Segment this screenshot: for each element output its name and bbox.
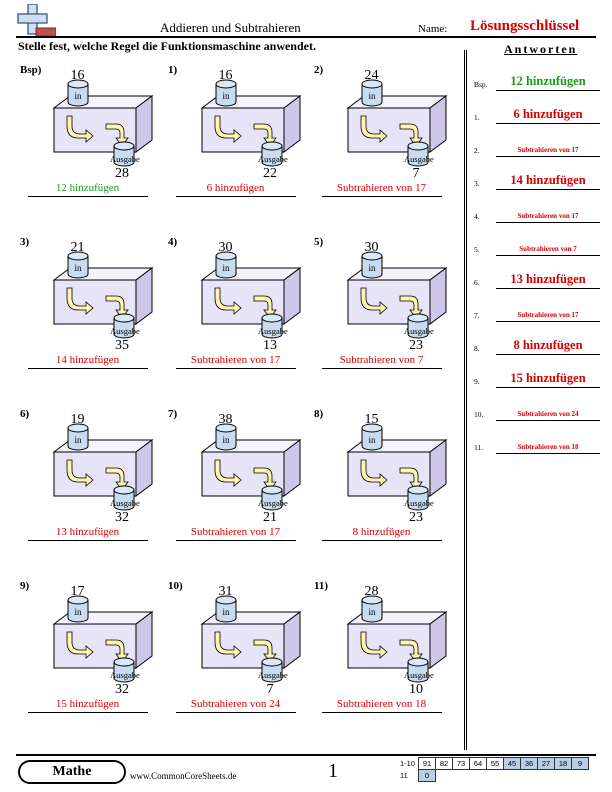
input-value: 16 — [70, 68, 85, 83]
answer-key-value: Subtrahieren von 17 — [517, 311, 579, 319]
answer-key-number: 11. — [474, 443, 484, 452]
answer-key-line — [496, 90, 600, 91]
output-value: 23 — [409, 338, 423, 353]
input-value: 30 — [218, 240, 233, 255]
problem-0 — [20, 64, 160, 214]
input-value: 31 — [218, 584, 233, 599]
answer-key-row — [474, 107, 602, 129]
problem-label: 10) — [168, 580, 183, 592]
out-label: Ausgabe — [404, 498, 434, 508]
problem-label: 9) — [20, 580, 30, 592]
in-label: in — [74, 91, 82, 101]
out-label: Ausgabe — [110, 670, 140, 680]
out-label: Ausgabe — [258, 326, 288, 336]
score-row-label: 1-10 — [400, 759, 416, 768]
plus-minus-logo-icon — [16, 4, 56, 38]
output-value: 28 — [115, 166, 129, 181]
output-value: 23 — [409, 510, 423, 525]
score-cell: 64 — [470, 758, 487, 770]
answer-key-number: Bsp. — [474, 80, 488, 89]
answer-key-line — [496, 222, 600, 223]
input-value: 28 — [364, 584, 379, 599]
in-label: in — [74, 607, 82, 617]
output-value: 7 — [412, 166, 420, 181]
out-label: Ausgabe — [110, 498, 140, 508]
answer-key-line — [496, 354, 600, 355]
score-cell: 9 — [572, 758, 589, 770]
out-label: Ausgabe — [258, 154, 288, 164]
answer-text: Subtrahieren von 17 — [336, 182, 427, 194]
answer-line — [28, 368, 148, 369]
out-label: Ausgabe — [258, 498, 288, 508]
problem-5 — [314, 236, 454, 386]
problem-2 — [314, 64, 454, 214]
output-value: 21 — [263, 510, 277, 525]
score-cell: 91 — [419, 758, 436, 770]
answer-line — [28, 196, 148, 197]
answer-key-line — [496, 156, 600, 157]
problem-7 — [168, 408, 308, 558]
instruction-text: Stelle fest, welche Regel die Funktionsmaschine anwendet. — [18, 39, 316, 53]
page-title: Addieren und Subtrahieren — [160, 20, 301, 35]
input-value: 17 — [70, 584, 85, 599]
answer-key-row — [474, 272, 602, 294]
input-value: 15 — [364, 412, 379, 427]
website-text: www.CommonCoreSheets.de — [130, 771, 237, 781]
score-cell: 45 — [504, 758, 521, 770]
answer-key-row — [474, 305, 602, 327]
answer-key-number: 9. — [474, 377, 480, 386]
answer-line — [176, 712, 296, 713]
answer-key-row — [474, 140, 602, 162]
problem-8 — [314, 408, 454, 558]
answer-key-row — [474, 239, 602, 261]
input-value: 30 — [364, 240, 379, 255]
out-label: Ausgabe — [110, 154, 140, 164]
answer-text: 14 hinzufügen — [55, 354, 120, 366]
problem-label: 1) — [168, 64, 178, 76]
out-label: Ausgabe — [404, 326, 434, 336]
answer-key-row — [474, 206, 602, 228]
input-value: 19 — [70, 412, 85, 427]
output-value: 13 — [263, 338, 277, 353]
answer-line — [28, 540, 148, 541]
answer-line — [322, 540, 442, 541]
answer-text: Subtrahieren von 17 — [190, 354, 281, 366]
answer-key-value: Subtrahieren von 17 — [517, 146, 579, 154]
answer-key-number: 1. — [474, 113, 480, 122]
subject-badge: Mathe — [18, 760, 126, 784]
answer-key-row — [474, 437, 602, 459]
answer-key-row — [474, 404, 602, 426]
answer-text: Subtrahieren von 18 — [336, 698, 427, 710]
answer-key-line — [496, 288, 600, 289]
answer-key-row — [474, 74, 602, 96]
answer-key-value: Subtrahieren von 18 — [517, 443, 579, 451]
score-cell: 36 — [521, 758, 538, 770]
answer-text: 12 hinzufügen — [55, 182, 120, 194]
answer-key-row — [474, 338, 602, 360]
answer-key-value: 13 hinzufügen — [510, 272, 586, 286]
answer-key-value: 14 hinzufügen — [510, 173, 586, 187]
in-label: in — [222, 263, 230, 273]
problem-4 — [168, 236, 308, 386]
input-value: 21 — [70, 240, 85, 255]
in-label: in — [222, 91, 230, 101]
answer-key-value: 15 hinzufügen — [510, 371, 586, 385]
problem-label: 6) — [20, 408, 30, 420]
answer-key-number: 2. — [474, 146, 480, 155]
out-label: Ausgabe — [404, 154, 434, 164]
answer-column-divider — [464, 50, 467, 750]
problem-label: 8) — [314, 408, 324, 420]
header-rule — [16, 36, 596, 38]
score-table — [398, 757, 589, 782]
answer-key-number: 4. — [474, 212, 480, 221]
problem-label: 7) — [168, 408, 178, 420]
output-value: 32 — [115, 510, 129, 525]
answer-key-number: 10. — [474, 410, 484, 419]
score-row-label: 11 — [400, 771, 408, 780]
answer-key-number: 5. — [474, 245, 480, 254]
in-label: in — [222, 435, 230, 445]
answer-key-number: 7. — [474, 311, 480, 320]
answer-key-line — [496, 387, 600, 388]
answer-text: 6 hinzufügen — [206, 182, 265, 194]
answer-key-title: Lösungsschlüssel — [470, 18, 580, 34]
in-label: in — [368, 607, 376, 617]
answer-key-value: 12 hinzufügen — [510, 74, 586, 88]
in-label: in — [368, 263, 376, 273]
problem-1 — [168, 64, 308, 214]
answer-line — [322, 712, 442, 713]
in-label: in — [222, 607, 230, 617]
answer-key-value: Subtrahieren von 7 — [519, 245, 577, 253]
answer-key-value: 6 hinzufügen — [513, 107, 583, 121]
answer-key-value: Subtrahieren von 17 — [517, 212, 579, 220]
score-cell: 82 — [436, 758, 453, 770]
in-label: in — [74, 263, 82, 273]
problem-label: 4) — [168, 236, 178, 248]
problem-label: 2) — [314, 64, 324, 76]
answer-key-line — [496, 189, 600, 190]
answer-key-number: 6. — [474, 278, 480, 287]
in-label: in — [74, 435, 82, 445]
name-label: Name: — [418, 23, 448, 35]
answer-key-number: 8. — [474, 344, 480, 353]
problem-10 — [168, 580, 308, 730]
answer-key-line — [496, 453, 600, 454]
answer-line — [176, 196, 296, 197]
problem-label: 5) — [314, 236, 324, 248]
in-label: in — [368, 91, 376, 101]
answer-line — [322, 196, 442, 197]
answer-text: Subtrahieren von 24 — [190, 698, 281, 710]
score-cell: 0 — [419, 770, 436, 782]
problem-label: 11) — [314, 580, 329, 592]
input-value: 38 — [218, 412, 233, 427]
problem-label: 3) — [20, 236, 30, 248]
out-label: Ausgabe — [258, 670, 288, 680]
answer-text: 15 hinzufügen — [55, 698, 120, 710]
answer-text: Subtrahieren von 7 — [339, 354, 424, 366]
answer-key-row — [474, 371, 602, 393]
footer-rule — [16, 754, 596, 756]
score-cell: 27 — [538, 758, 555, 770]
problem-9 — [20, 580, 160, 730]
page-number: 1 — [328, 760, 338, 782]
answer-text: 8 hinzufügen — [352, 526, 411, 538]
answer-line — [28, 712, 148, 713]
answer-key-row — [474, 173, 602, 195]
answer-key-line — [496, 321, 600, 322]
answer-line — [176, 540, 296, 541]
output-value: 7 — [266, 682, 274, 697]
answer-key-value: 8 hinzufügen — [513, 338, 583, 352]
output-value: 10 — [409, 682, 423, 697]
answer-line — [176, 368, 296, 369]
score-cell: 18 — [555, 758, 572, 770]
input-value: 24 — [364, 68, 379, 83]
out-label: Ausgabe — [110, 326, 140, 336]
problem-label: Bsp) — [20, 64, 42, 76]
answer-key-number: 3. — [474, 179, 480, 188]
output-value: 32 — [115, 682, 129, 697]
answer-key-line — [496, 123, 600, 124]
answer-key-line — [496, 255, 600, 256]
out-label: Ausgabe — [404, 670, 434, 680]
answer-key-value: Subtrahieren von 24 — [517, 410, 579, 418]
output-value: 22 — [263, 166, 277, 181]
problem-11 — [314, 580, 454, 730]
score-cell: 55 — [487, 758, 504, 770]
output-value: 35 — [115, 338, 129, 353]
problem-3 — [20, 236, 160, 386]
answer-text: Subtrahieren von 17 — [190, 526, 281, 538]
answer-line — [322, 368, 442, 369]
in-label: in — [368, 435, 376, 445]
score-cell: 73 — [453, 758, 470, 770]
answer-key-line — [496, 420, 600, 421]
input-value: 16 — [218, 68, 233, 83]
answers-heading: Antworten — [504, 42, 578, 56]
problem-6 — [20, 408, 160, 558]
answer-text: 13 hinzufügen — [55, 526, 120, 538]
